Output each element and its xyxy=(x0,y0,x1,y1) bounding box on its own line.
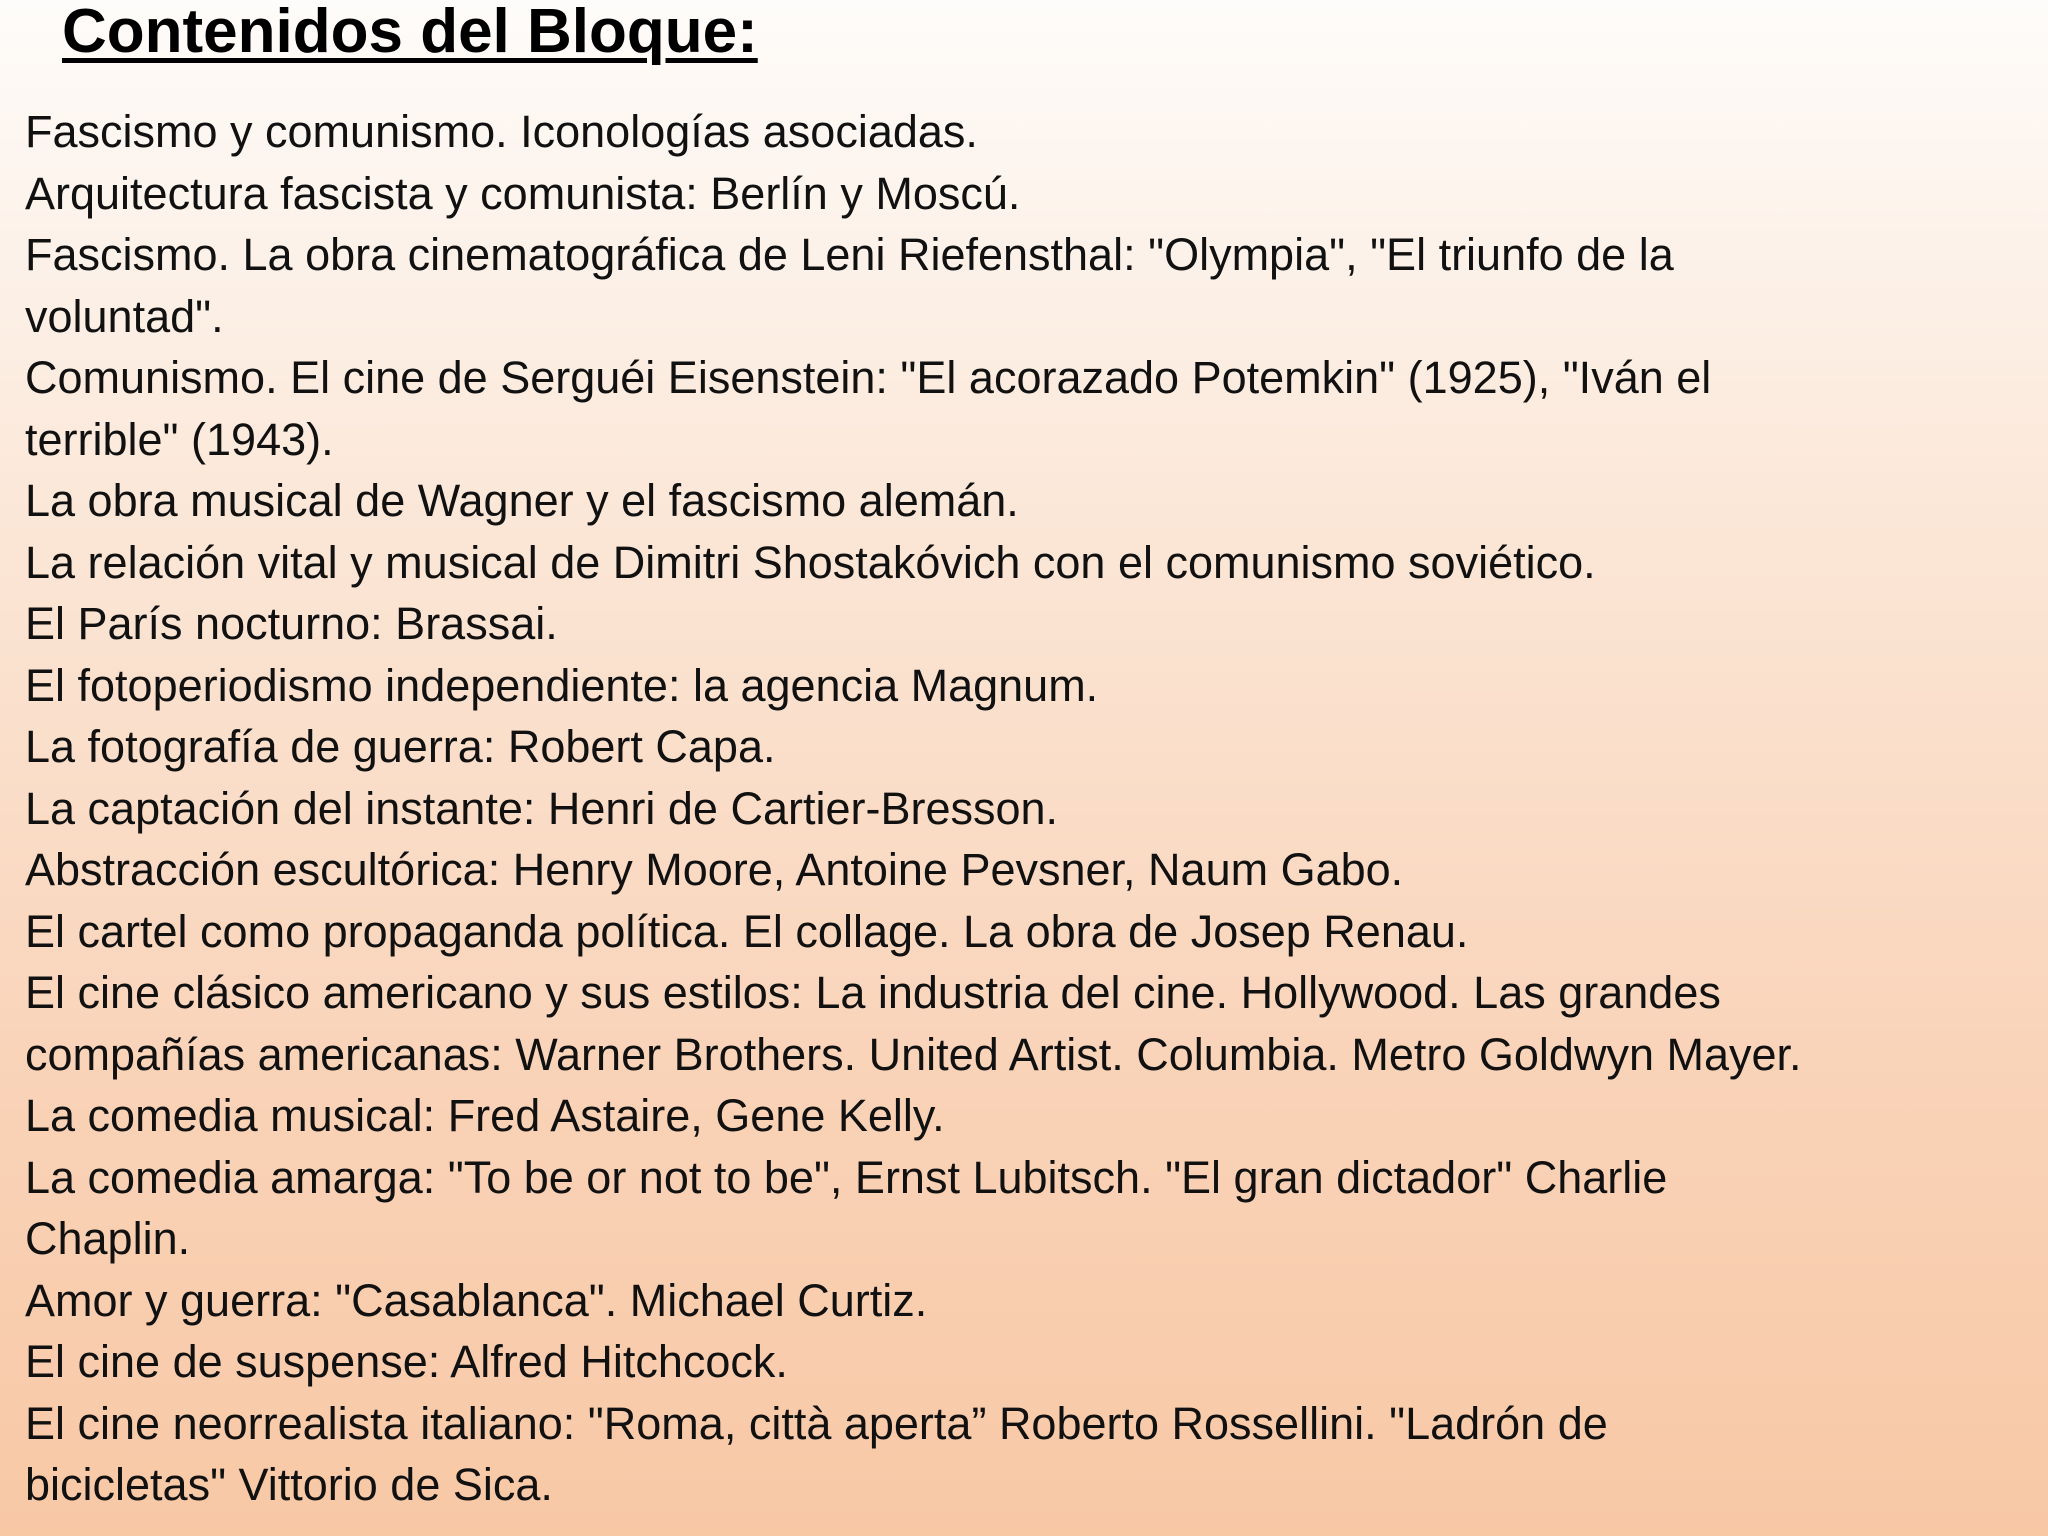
content-line: La comedia amarga: "To be or not to be", Ernst Lubitsch. "El gran dictador" Charlie xyxy=(25,1151,1668,1203)
content-line: La relación vital y musical de Dimitri Shostakóvich con el comunismo soviético. xyxy=(25,536,1596,588)
content-line: Arquitectura fascista y comunista: Berlín y Moscú. xyxy=(25,167,1021,219)
content-line: compañías americanas: Warner Brothers. United Artist. Columbia. Metro Goldwyn Mayer. xyxy=(25,1028,1802,1080)
content-line: La obra musical de Wagner y el fascismo alemán. xyxy=(25,475,1019,526)
content-line: El cartel como propaganda política. El collage. La obra de Josep Renau. xyxy=(25,905,1469,957)
content-line: El fotoperiodismo independiente: la agencia Magnum. xyxy=(25,659,1099,711)
content-line: terrible" (1943). xyxy=(25,413,334,465)
slide-title: Contenidos del Bloque: xyxy=(62,0,758,66)
content-line: Fascismo y comunismo. Iconologías asociadas. xyxy=(25,106,978,157)
content-line: El cine de suspense: Alfred Hitchcock. xyxy=(25,1336,788,1387)
content-line: El París nocturno: Brassai. xyxy=(25,598,558,649)
content-line: La fotografía de guerra: Robert Capa. xyxy=(25,721,776,772)
content-line: El cine neorrealista italiano: "Roma, città aperta” Roberto Rossellini. "Ladrón de xyxy=(25,1397,1608,1449)
content-line: El cine clásico americano y sus estilos: La industria del cine. Hollywood. Las grandes xyxy=(25,967,1721,1018)
content-line: bicicletas" Vittorio de Sica. xyxy=(25,1459,553,1510)
content-list xyxy=(25,101,2048,1516)
content-line: voluntad". xyxy=(25,290,224,342)
content-line: Amor y guerra: "Casablanca". Michael Curtiz. xyxy=(25,1274,928,1326)
content-line: Abstracción escultórica: Henry Moore, Antoine Pevsner, Naum Gabo. xyxy=(25,844,1404,895)
content-line: Chaplin. xyxy=(25,1213,191,1264)
content-line: Fascismo. La obra cinematográfica de Leni Riefensthal: "Olympia", "El triunfo de la xyxy=(25,229,1674,280)
content-line: Comunismo. El cine de Serguéi Eisenstein: "El acorazado Potemkin" (1925), "Iván el xyxy=(25,352,1712,403)
content-line: La comedia musical: Fred Astaire, Gene Kelly. xyxy=(25,1090,945,1141)
content-line: La captación del instante: Henri de Cartier-Bresson. xyxy=(25,782,1059,834)
